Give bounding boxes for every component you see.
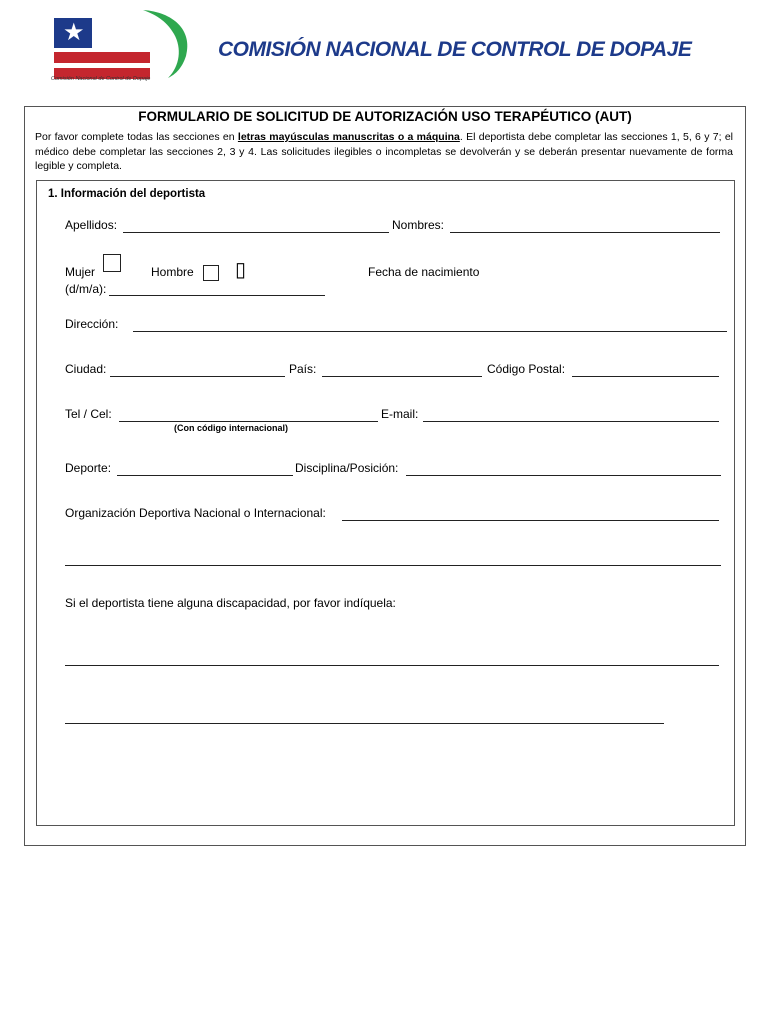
- ciudad-field[interactable]: [110, 376, 285, 377]
- organizacion-field-continued[interactable]: [65, 565, 721, 566]
- dma-label: (d/m/a):: [65, 282, 107, 296]
- nombres-label: Nombres:: [392, 218, 445, 232]
- form-title: FORMULARIO DE SOLICITUD DE AUTORIZACIÓN USO TERAPÉUTICO (AUT): [138, 109, 632, 124]
- deporte-label: Deporte:: [65, 461, 112, 475]
- form-frame: [24, 106, 746, 846]
- nombres-field[interactable]: [450, 232, 720, 233]
- placeholder-glyph: ▯: [235, 259, 247, 281]
- organizacion-label: Organización Deportiva Nacional o Internacional:: [65, 506, 326, 520]
- section-athlete-info: [36, 180, 735, 826]
- pais-label: País:: [289, 362, 317, 376]
- disciplina-field[interactable]: [406, 475, 721, 476]
- deporte-field[interactable]: [117, 475, 293, 476]
- discapacidad-label: Si el deportista tiene alguna discapacidad, por favor indíquela:: [65, 596, 396, 610]
- hombre-checkbox[interactable]: [203, 265, 219, 281]
- tel-label: Tel / Cel:: [65, 407, 112, 421]
- discapacidad-field-line-1[interactable]: [65, 665, 719, 666]
- hombre-label: Hombre: [151, 265, 194, 279]
- form-instructions: [35, 130, 733, 174]
- codigo-postal-field[interactable]: [572, 376, 719, 377]
- codigo-postal-label: Código Postal:: [487, 362, 566, 376]
- intro-text-end: . El deportista debe completar las secciones 1, 5, 6 y 7; el médico debe completar las secciones 2, 3 y 4. Las solicitudes ilegibles o incompletas se devolverán y se deberán presentar nuevamente de forma legible y completa.: [35, 131, 733, 172]
- star-icon: ★: [63, 19, 85, 46]
- intro-emphasis: letras mayúsculas manuscritas o a máquina: [237, 131, 460, 143]
- fecha-nacimiento-label: Fecha de nacimiento: [368, 265, 480, 279]
- discapacidad-field-line-2[interactable]: [65, 723, 664, 724]
- logo-wordmark: Juego Limpio: [110, 27, 149, 49]
- tel-note: (Con código internacional): [174, 423, 288, 433]
- mujer-checkbox[interactable]: [103, 254, 121, 272]
- logo-caption: Comisión Nacional de Control de Dopaje: [51, 76, 151, 82]
- email-field[interactable]: [423, 421, 719, 422]
- section-title: 1. Información del deportista: [48, 188, 206, 200]
- organization-title: COMISIÓN NACIONAL DE CONTROL DE DOPAJE: [218, 38, 692, 61]
- email-label: E-mail:: [381, 407, 419, 421]
- direccion-field[interactable]: [133, 331, 727, 332]
- direccion-label: Dirección:: [65, 317, 119, 331]
- fecha-nacimiento-field[interactable]: [109, 295, 325, 296]
- disciplina-label: Disciplina/Posición:: [295, 461, 399, 475]
- ciudad-label: Ciudad:: [65, 362, 107, 376]
- tel-field[interactable]: [119, 421, 378, 422]
- intro-text-start: Por favor complete todas las secciones en: [35, 131, 238, 143]
- organizacion-field[interactable]: [342, 520, 719, 521]
- apellidos-field[interactable]: [123, 232, 389, 233]
- pais-field[interactable]: [322, 376, 482, 377]
- mujer-label: Mujer: [65, 265, 96, 279]
- apellidos-label: Apellidos:: [65, 218, 118, 232]
- commission-logo: [48, 8, 193, 88]
